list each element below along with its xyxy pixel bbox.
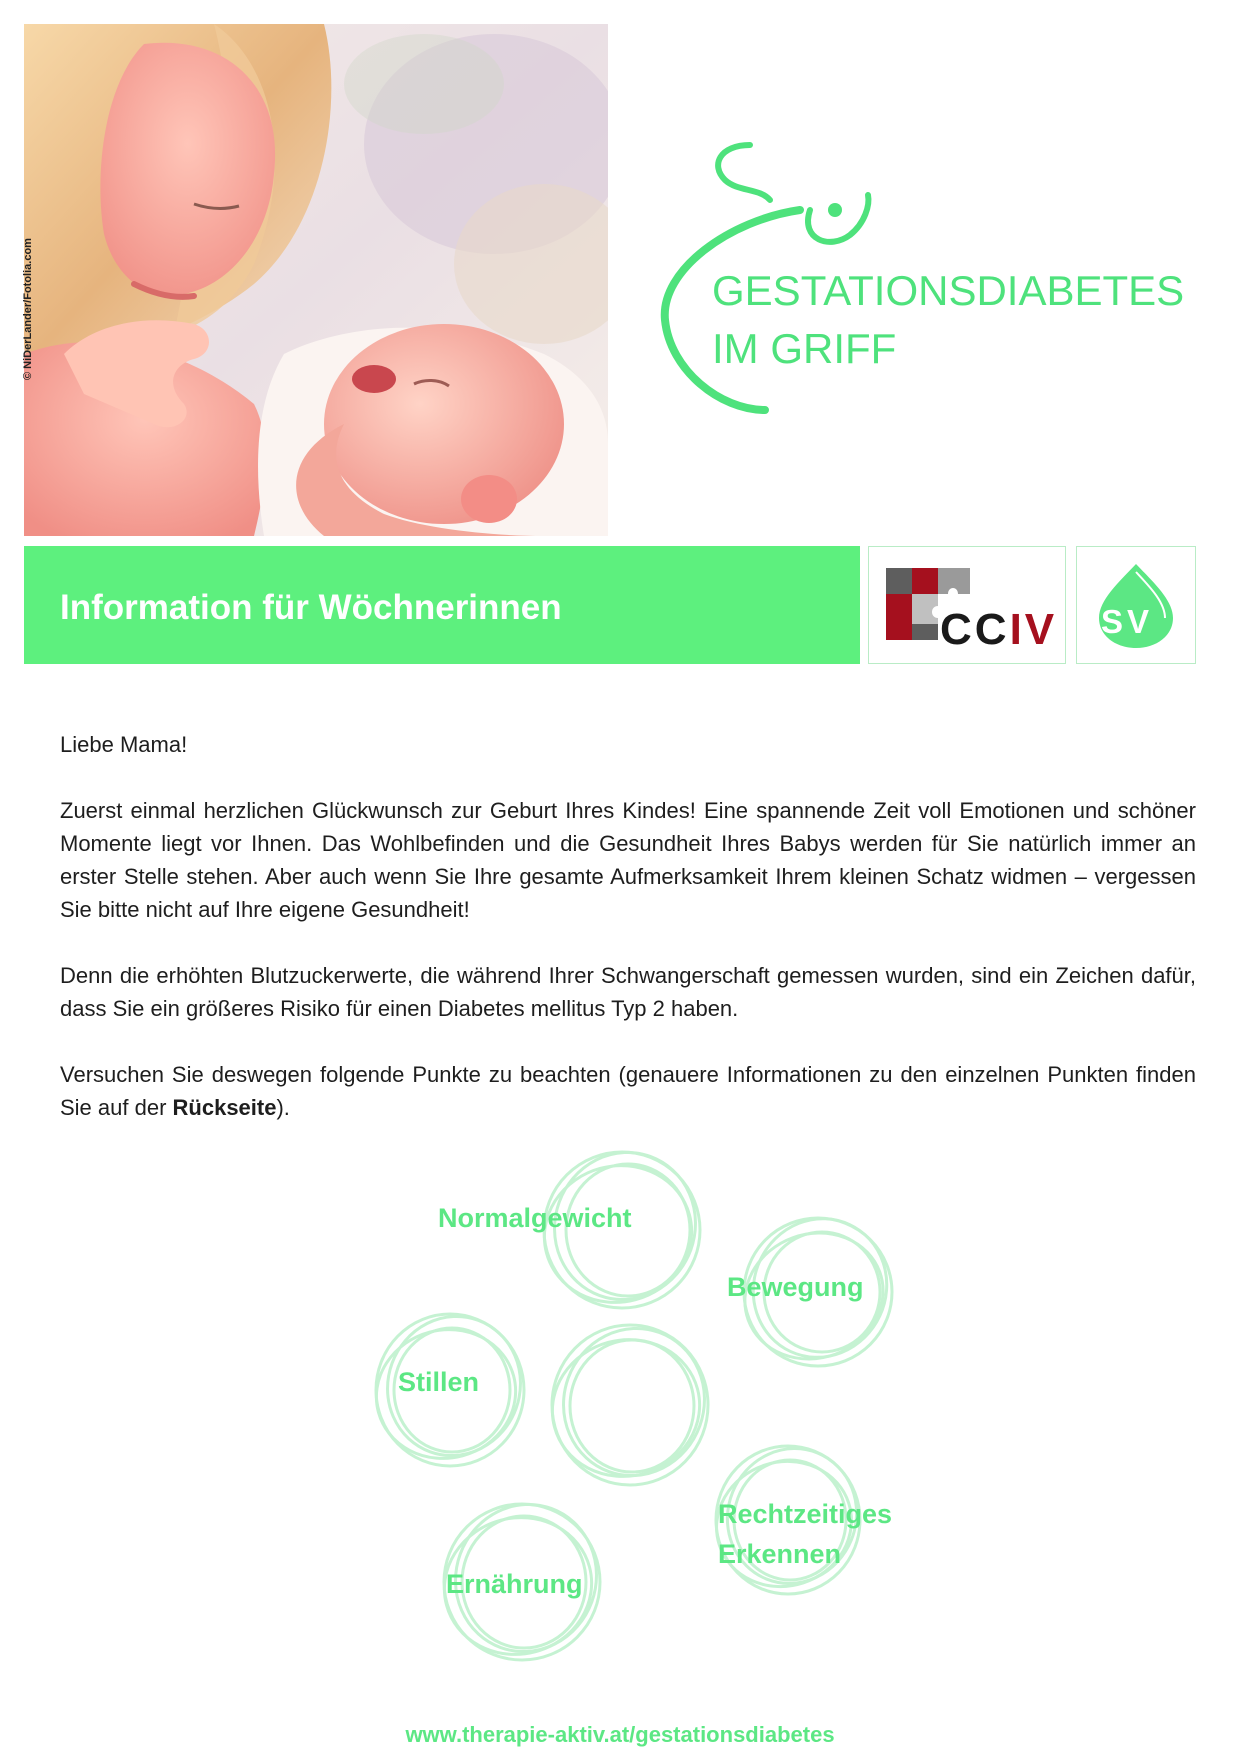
paragraph-3-text: Versuchen Sie deswegen folgende Punkte zu beachten (genauere Informationen zu den einzelnen Punkten finden Sie auf der	[60, 1062, 1196, 1120]
campaign-title	[712, 262, 1184, 378]
cciv-logo-text	[940, 605, 1057, 655]
letter-paragraph-1: Zuerst einmal herzlichen Glückwunsch zur Geburt Ihres Kindes! Eine spannende Zeit voll Emotionen und schöner Momente liegt vor Ihnen. Das Wohlbefinden und die Gesundheit Ihres Babys werden für Sie natürlich immer an erster Stelle stehen. Aber auch wenn Sie Ihre gesamte Aufmerksamkeit Ihrem kleinen Schatz widmen – vergessen Sie bitte nicht auf Ihre eigene Gesundheit!	[60, 798, 1196, 922]
campaign-title-line2: IM GRIFF	[712, 325, 897, 372]
mother-newborn-illustration	[24, 24, 608, 536]
campaign-title-line1: GESTATIONSDIABETES	[712, 267, 1185, 314]
letter-body	[60, 728, 1196, 1157]
rueckseite-emphasis: Rückseite	[172, 1095, 277, 1120]
cciv-text-cc: CC	[940, 605, 1010, 654]
topic-rechtzeitiges-erkennen	[718, 1494, 892, 1574]
letter-greeting: Liebe Mama!	[60, 732, 188, 757]
topic-ernaehrung: Ernährung	[446, 1569, 583, 1599]
letter-paragraph-3	[60, 1058, 1196, 1124]
footer-website-link[interactable]: www.therapie-aktiv.at/gestationsdiabetes	[405, 1722, 835, 1747]
topic-stillen: Stillen	[398, 1367, 480, 1397]
topic-rechtzeitiges-line1: Rechtzeitiges	[718, 1499, 893, 1529]
paragraph-3-end: ).	[276, 1095, 290, 1120]
letter-paragraph-2: Denn die erhöhten Blutzuckerwerte, die während Ihrer Schwangerschaft gemessen wurden, sind ein Zeichen dafür, dass Sie ein größeres Risiko für einen Diabetes mellitus Typ 2 haben.	[60, 963, 1196, 1021]
topic-rechtzeitiges-line2: Erkennen	[718, 1539, 842, 1569]
photo-credit: © NiDerLander/Fotolia.com	[22, 238, 34, 380]
topic-normalgewicht: Normalgewicht	[438, 1203, 632, 1233]
circle-center	[537, 1309, 725, 1496]
hero-photo	[24, 24, 608, 536]
topic-bewegung: Bewegung	[727, 1272, 864, 1302]
sv-logo-text: SV	[1101, 603, 1154, 640]
banner-title: Information für Wöchnerinnen	[60, 588, 562, 627]
cciv-text-iv: IV	[1009, 605, 1058, 654]
